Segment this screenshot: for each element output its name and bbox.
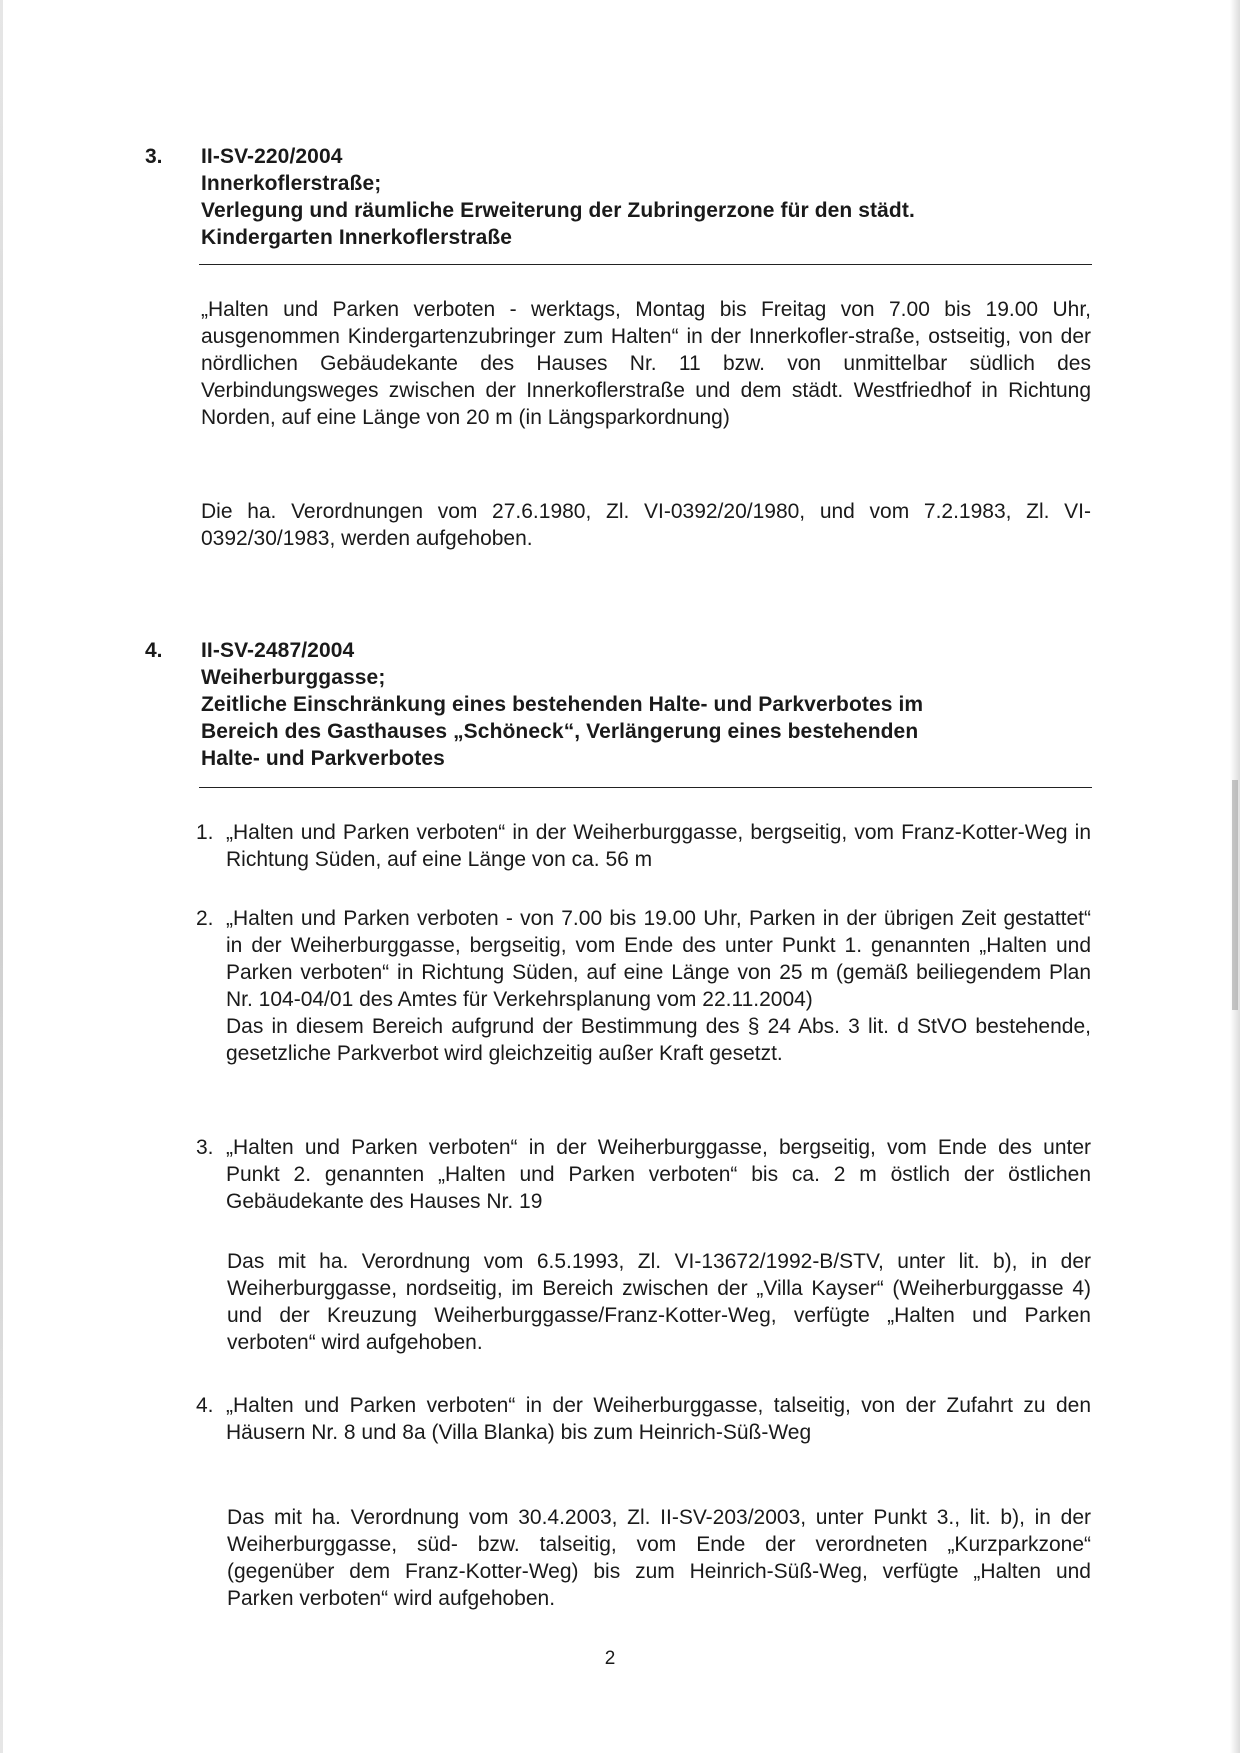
list-item-number: 4. xyxy=(196,1394,214,1417)
list-item-number: 2. xyxy=(196,907,214,930)
paragraph: Die ha. Verordnungen vom 27.6.1980, Zl. VI-0392/20/1980, und vom 7.2.1983, Zl. VI-0392/30/1983, werden aufgehoben. xyxy=(201,500,1091,550)
section-street: Weiherburggasse; xyxy=(201,666,386,689)
section-title-line: Kindergarten Innerkoflerstraße xyxy=(201,226,513,249)
list-item-text: „Halten und Parken verboten“ in der Weiherburggasse, bergseitig, vom Franz-Kotter-Weg in Richtung Süden, auf eine Länge von ca. 56 m xyxy=(226,821,1091,871)
heading-underline xyxy=(199,787,1092,788)
scan-edge-right xyxy=(1230,0,1240,1753)
list-item xyxy=(196,819,1091,873)
list-item-text: „Halten und Parken verboten“ in der Weiherburggasse, talseitig, von der Zufahrt zu den Häusern Nr. 8 und 8a (Villa Blanka) bis zum Heinrich-Süß-Weg xyxy=(226,1394,1091,1444)
scan-edge-left xyxy=(0,0,3,1753)
list-item-text-continued: Das in diesem Bereich aufgrund der Bestimmung des § 24 Abs. 3 lit. d StVO bestehende, gesetzliche Parkverbot wird gleichzeitig außer Kraft gesetzt. xyxy=(226,1015,1091,1065)
section-number: 3. xyxy=(145,145,163,168)
repeal-note: Das mit ha. Verordnung vom 30.4.2003, Zl. II-SV-203/2003, unter Punkt 3., lit. b), in der Weiherburggasse, süd- bzw. talseitig, vom Ende der verordneten „Kurzparkzone“ (gegenüber dem Franz-Kotter-Weg) bis zum Heinrich-Süß-Weg, verfügte „Halten und Parken verboten“ wird aufgehoben. xyxy=(227,1506,1091,1610)
list-item xyxy=(196,1134,1091,1215)
list-item xyxy=(196,905,1091,1067)
section-title-line: Bereich des Gasthauses „Schöneck“, Verlängerung eines bestehenden xyxy=(201,720,919,743)
repeal-note: Das mit ha. Verordnung vom 6.5.1993, Zl. VI-13672/1992-B/STV, unter lit. b), in der Weiherburggasse, nordseitig, im Bereich zwischen der „Villa Kayser“ (Weiherburggasse 4) und der Kreuzung Weiherburggasse/Franz-Kotter-Weg, verfügte „Halten und Parken verboten“ wird aufgehoben. xyxy=(227,1250,1091,1354)
heading-underline xyxy=(199,264,1092,265)
paragraph: „Halten und Parken verboten - werktags, Montag bis Freitag von 7.00 bis 19.00 Uhr, ausgenommen Kindergartenzubringer zum Halten“ in der Innerkofler-straße, ostseitig, von der nördlichen Gebäudekante des Hauses Nr. 11 bzw. von unmittelbar südlich des Verbindungsweges zwischen der Innerkoflerstraße und dem städt. Westfriedhof in Richtung Norden, auf eine Länge von 20 m (in Längsparkordnung) xyxy=(201,298,1091,429)
section-heading xyxy=(201,143,1091,251)
section-title-line: Zeitliche Einschränkung eines bestehenden Halte- und Parkverbotes im xyxy=(201,693,924,716)
list-item-number: 1. xyxy=(196,821,214,844)
list-item-text: „Halten und Parken verboten“ in der Weiherburggasse, bergseitig, vom Ende des unter Punkt 2. genannten „Halten und Parken verboten“ bis ca. 2 m östlich der östlichen Gebäudekante des Hauses Nr. 19 xyxy=(226,1136,1091,1213)
page-number: 2 xyxy=(604,1648,616,1669)
section-title-line: Halte- und Parkverbotes xyxy=(201,747,445,770)
section-heading xyxy=(201,637,1091,772)
section-street: Innerkoflerstraße; xyxy=(201,172,382,195)
section-code: II-SV-2487/2004 xyxy=(201,639,355,662)
list-item xyxy=(196,1392,1091,1446)
section-number: 4. xyxy=(145,639,163,662)
section-title-line: Verlegung und räumliche Erweiterung der Zubringerzone für den städt. xyxy=(201,199,915,222)
list-item-text: „Halten und Parken verboten - von 7.00 bis 19.00 Uhr, Parken in der übrigen Zeit gestattet“ in der Weiherburggasse, bergseitig, vom Ende des unter Punkt 1. genannten „Halten und Parken verboten“ in Richtung Süden, auf eine Länge von 25 m (gemäß beiliegendem Plan Nr. 104-04/01 des Amtes für Verkehrsplanung vom 22.11.2004) xyxy=(226,907,1091,1011)
list-item-number: 3. xyxy=(196,1136,214,1159)
section-code: II-SV-220/2004 xyxy=(201,145,343,168)
